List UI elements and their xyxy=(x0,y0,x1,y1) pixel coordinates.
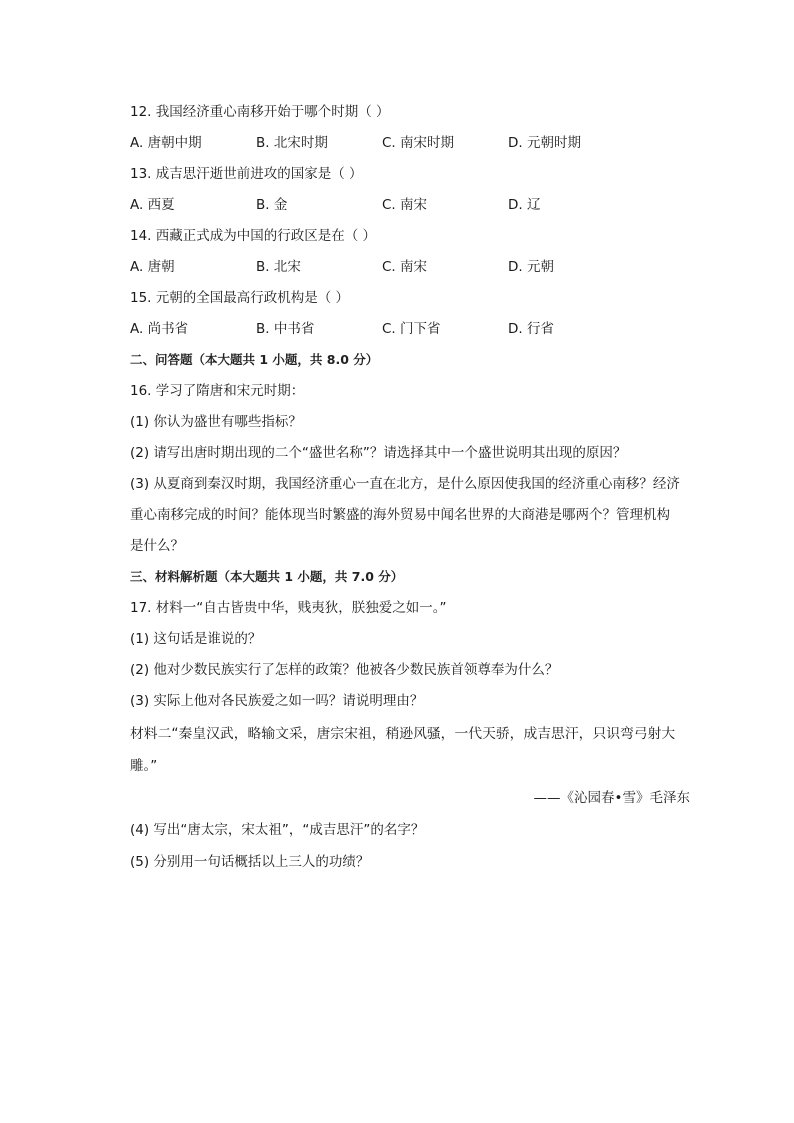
q17-part-2: (2) 他对少数民族实行了怎样的政策？他被各少数民族首领尊奉为什么？ xyxy=(130,662,559,678)
q14-stem: 14. 西藏正式成为中国的行政区是在（ ） xyxy=(130,228,377,244)
material2-line2: 雕。” xyxy=(130,758,158,774)
q16-part-1: (1) 你认为盛世有哪些指标？ xyxy=(130,414,302,430)
q14-option-c: C. 南宋 xyxy=(382,259,428,275)
section2-heading: 二、问答题（本大题共 1 小题，共 8.0 分） xyxy=(130,352,379,367)
q16-part-3-line2: 重心南移完成的时间？能体现当时繁盛的海外贸易中闻名世界的大商港是哪两个？管理机构 xyxy=(130,507,670,523)
q12-option-a: A. 唐朝中期 xyxy=(130,135,202,151)
q12-option-c: C. 南宋时期 xyxy=(382,135,455,151)
q16-part-3-line3: 是什么？ xyxy=(130,538,184,554)
section3-heading: 三、材料解析题（本大题共 1 小题，共 7.0 分） xyxy=(130,569,404,584)
q15-option-d: D. 行省 xyxy=(508,321,554,337)
q12-options xyxy=(130,133,690,153)
q15-option-c: C. 门下省 xyxy=(382,321,441,337)
q14-option-a: A. 唐朝 xyxy=(130,259,175,275)
q17-part-4: (4) 写出“唐太宗，宋太祖”，“成吉思汗”的名字？ xyxy=(130,822,425,838)
q12-option-b: B. 北宋时期 xyxy=(256,135,328,151)
q14-option-d: D. 元朝 xyxy=(508,259,554,275)
q15-option-a: A. 尚书省 xyxy=(130,321,189,337)
q13-option-d: D. 辽 xyxy=(508,197,541,213)
q13-options xyxy=(130,195,690,215)
q16-part-3-line1: (3) 从夏商到秦汉时期，我国经济重心一直在北方，是什么原因使我国的经济重心南移？经济 xyxy=(130,476,680,492)
q16-stem: 16. 学习了隋唐和宋元时期： xyxy=(130,383,305,399)
q17-part-1: (1) 这句话是谁说的？ xyxy=(130,631,262,647)
q15-option-b: B. 中书省 xyxy=(256,321,315,337)
q13-option-c: C. 南宋 xyxy=(382,197,428,213)
q14-options xyxy=(130,257,690,277)
q16-part-2: (2) 请写出唐时期出现的二个“盛世名称”？请选择其中一个盛世说明其出现的原因？ xyxy=(130,445,627,461)
material2-line1: 材料二“秦皇汉武，略输文采，唐宗宋祖，稍逊风骚，一代天骄，成吉思汗，只识弯弓射大 xyxy=(130,726,676,742)
q13-option-a: A. 西夏 xyxy=(130,197,175,213)
q12-stem: 12. 我国经济重心南移开始于哪个时期（ ） xyxy=(130,104,390,120)
q15-stem: 15. 元朝的全国最高行政机构是（ ） xyxy=(130,290,350,306)
q15-options xyxy=(130,319,690,339)
material2-source: ——《沁园春•雪》毛泽东 xyxy=(533,790,690,806)
q17-stem: 17. 材料一“自古皆贵中华，贱夷狄，朕独爱之如一。” xyxy=(130,600,447,616)
q17-part-5: (5) 分别用一句话概括以上三人的功绩？ xyxy=(130,854,370,870)
q13-option-b: B. 金 xyxy=(256,197,288,213)
q13-stem: 13. 成吉思汗逝世前进攻的国家是（ ） xyxy=(130,166,363,182)
q14-option-b: B. 北宋 xyxy=(256,259,301,275)
q17-part-3: (3) 实际上他对各民族爱之如一吗？请说明理由？ xyxy=(130,693,424,709)
q12-option-d: D. 元朝时期 xyxy=(508,135,581,151)
